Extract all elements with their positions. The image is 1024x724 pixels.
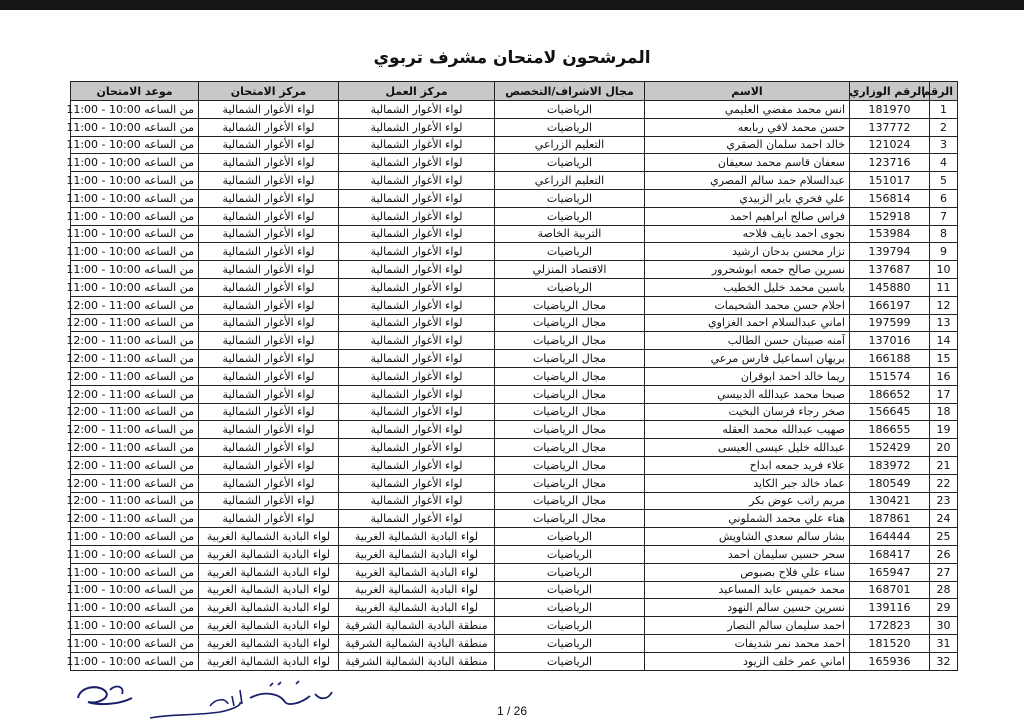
row-workplace: لواء الأغوار الشمالية (339, 154, 495, 172)
table-row (71, 385, 958, 403)
row-exam-time: من الساعه 10:00 - 11:00 (71, 225, 199, 243)
row-name: اماني عمر خلف الزيود (645, 652, 850, 670)
table-row (71, 581, 958, 599)
row-workplace: لواء الأغوار الشمالية (339, 278, 495, 296)
row-workplace: لواء البادية الشمالية الغربية (339, 599, 495, 617)
row-index: 26 (930, 545, 958, 563)
row-workplace: لواء الأغوار الشمالية (339, 172, 495, 190)
row-field: الاقتصاد المنزلي (495, 261, 645, 279)
row-name: سحر حسين سليمان احمد (645, 545, 850, 563)
row-workplace: لواء الأغوار الشمالية (339, 225, 495, 243)
table-row (71, 652, 958, 670)
row-national-id: 180549 (850, 474, 930, 492)
row-exam-time: من الساعه 10:00 - 11:00 (71, 599, 199, 617)
row-workplace: لواء البادية الشمالية الغربية (339, 563, 495, 581)
row-name: صهيب عبدالله محمد العقله (645, 421, 850, 439)
table-row (71, 599, 958, 617)
row-index: 21 (930, 456, 958, 474)
row-exam-time: من الساعه 10:00 - 11:00 (71, 101, 199, 119)
row-workplace: لواء الأغوار الشمالية (339, 118, 495, 136)
row-name: احمد محمد نمر شديفات (645, 634, 850, 652)
row-index: 30 (930, 617, 958, 635)
row-national-id: 152918 (850, 207, 930, 225)
row-index: 18 (930, 403, 958, 421)
row-exam-center: لواء الأغوار الشمالية (199, 350, 339, 368)
row-national-id: 183972 (850, 456, 930, 474)
row-national-id: 121024 (850, 136, 930, 154)
row-name: صبحا محمد عبدالله الدبيسي (645, 385, 850, 403)
row-field: الرياضيات (495, 101, 645, 119)
row-name: اماني عبدالسلام احمد الغزاوي (645, 314, 850, 332)
row-exam-time: من الساعه 10:00 - 11:00 (71, 528, 199, 546)
table-header-row (71, 82, 958, 101)
row-exam-time: من الساعه 10:00 - 11:00 (71, 207, 199, 225)
candidates-table (66, 81, 958, 671)
row-exam-center: لواء الأغوار الشمالية (199, 474, 339, 492)
row-index: 17 (930, 385, 958, 403)
header-national-id: الرقم الوزاري (850, 82, 930, 101)
row-exam-time: من الساعه 10:00 - 11:00 (71, 652, 199, 670)
row-field: الرياضيات (495, 617, 645, 635)
row-index: 19 (930, 421, 958, 439)
row-name: نسرين حسين سالم النهود (645, 599, 850, 617)
row-national-id: 137016 (850, 332, 930, 350)
row-exam-time: من الساعه 11:00 - 12:00 (71, 421, 199, 439)
row-national-id: 139794 (850, 243, 930, 261)
row-workplace: لواء الأغوار الشمالية (339, 456, 495, 474)
table-row (71, 172, 958, 190)
row-field: التعليم الزراعي (495, 136, 645, 154)
table-row (71, 332, 958, 350)
row-workplace: لواء الأغوار الشمالية (339, 367, 495, 385)
row-exam-center: لواء الأغوار الشمالية (199, 118, 339, 136)
row-name: فراس صالح ابراهيم احمد (645, 207, 850, 225)
row-index: 5 (930, 172, 958, 190)
row-exam-center: لواء الأغوار الشمالية (199, 136, 339, 154)
row-field: الرياضيات (495, 634, 645, 652)
row-national-id: 152429 (850, 439, 930, 457)
row-index: 14 (930, 332, 958, 350)
row-national-id: 197599 (850, 314, 930, 332)
row-index: 24 (930, 510, 958, 528)
row-exam-time: من الساعه 10:00 - 11:00 (71, 118, 199, 136)
row-field: الرياضيات (495, 599, 645, 617)
row-exam-time: من الساعه 10:00 - 11:00 (71, 154, 199, 172)
row-field: الرياضيات (495, 207, 645, 225)
row-name: آمنه صبيتان حسن الطالب (645, 332, 850, 350)
header-field: مجال الاشراف/التخصص (495, 82, 645, 101)
row-workplace: لواء الأغوار الشمالية (339, 207, 495, 225)
row-exam-time: من الساعه 11:00 - 12:00 (71, 385, 199, 403)
row-field: الرياضيات (495, 278, 645, 296)
row-field: الرياضيات (495, 528, 645, 546)
row-national-id: 137772 (850, 118, 930, 136)
row-index: 15 (930, 350, 958, 368)
row-national-id: 137687 (850, 261, 930, 279)
row-national-id: 153984 (850, 225, 930, 243)
row-name: هناء علي محمد الشملوني (645, 510, 850, 528)
row-index: 20 (930, 439, 958, 457)
row-field: مجال الرياضيات (495, 403, 645, 421)
row-name: علي فخري باير الزبيدي (645, 189, 850, 207)
table-row (71, 545, 958, 563)
row-national-id: 181970 (850, 101, 930, 119)
header-index: الرقم (930, 82, 958, 101)
row-national-id: 151017 (850, 172, 930, 190)
row-workplace: لواء الأغوار الشمالية (339, 474, 495, 492)
row-exam-center: لواء الأغوار الشمالية (199, 510, 339, 528)
row-national-id: 172823 (850, 617, 930, 635)
table-row (71, 296, 958, 314)
row-exam-time: من الساعه 10:00 - 11:00 (71, 545, 199, 563)
row-exam-time: من الساعه 11:00 - 12:00 (71, 403, 199, 421)
row-exam-center: لواء البادية الشمالية الغربية (199, 545, 339, 563)
row-name: احلام حسن محمد الشحيمات (645, 296, 850, 314)
row-index: 8 (930, 225, 958, 243)
row-field: الرياضيات (495, 581, 645, 599)
row-field: مجال الرياضيات (495, 492, 645, 510)
row-name: انس محمد مفضي العليمي (645, 101, 850, 119)
row-field: مجال الرياضيات (495, 510, 645, 528)
row-workplace: لواء الأغوار الشمالية (339, 189, 495, 207)
row-index: 29 (930, 599, 958, 617)
row-exam-center: لواء الأغوار الشمالية (199, 456, 339, 474)
row-name: علاء فريد جمعه ابداح (645, 456, 850, 474)
row-index: 6 (930, 189, 958, 207)
row-national-id: 130421 (850, 492, 930, 510)
row-national-id: 166188 (850, 350, 930, 368)
row-name: عبدالله خليل عيسى العيسى (645, 439, 850, 457)
row-workplace: لواء الأغوار الشمالية (339, 492, 495, 510)
row-exam-center: لواء الأغوار الشمالية (199, 278, 339, 296)
row-exam-center: لواء الأغوار الشمالية (199, 243, 339, 261)
row-exam-center: لواء الأغوار الشمالية (199, 403, 339, 421)
row-workplace: لواء الأغوار الشمالية (339, 350, 495, 368)
row-exam-time: من الساعه 11:00 - 12:00 (71, 492, 199, 510)
header-exam-time: موعد الامتحان (71, 82, 199, 101)
header-name: الاسم (645, 82, 850, 101)
table-row (71, 492, 958, 510)
row-workplace: لواء الأغوار الشمالية (339, 136, 495, 154)
row-workplace: لواء البادية الشمالية الغربية (339, 528, 495, 546)
row-name: محمد خميس عابد المساعيد (645, 581, 850, 599)
row-exam-center: لواء البادية الشمالية الغربية (199, 617, 339, 635)
row-name: سعفان قاسم محمد سعيفان (645, 154, 850, 172)
row-national-id: 164444 (850, 528, 930, 546)
row-name: نزار محسن بدحان ارشيد (645, 243, 850, 261)
row-name: مريم راتب عوض بكر (645, 492, 850, 510)
row-name: نسرين صالح جمعه ابوشحرور (645, 261, 850, 279)
row-index: 11 (930, 278, 958, 296)
row-national-id: 156814 (850, 189, 930, 207)
row-national-id: 156645 (850, 403, 930, 421)
row-name: صخر رجاء فرسان البخيت (645, 403, 850, 421)
row-national-id: 151574 (850, 367, 930, 385)
row-index: 22 (930, 474, 958, 492)
header-exam-center: مركز الامتحان (199, 82, 339, 101)
row-name: ريما خالد احمد ابوقران (645, 367, 850, 385)
row-field: مجال الرياضيات (495, 439, 645, 457)
row-field: الرياضيات (495, 154, 645, 172)
row-exam-center: لواء البادية الشمالية الغربية (199, 528, 339, 546)
row-workplace: لواء الأغوار الشمالية (339, 261, 495, 279)
row-exam-center: لواء البادية الشمالية الغربية (199, 599, 339, 617)
row-field: مجال الرياضيات (495, 314, 645, 332)
row-field: الرياضيات (495, 563, 645, 581)
row-field: الرياضيات (495, 189, 645, 207)
table-row (71, 154, 958, 172)
row-exam-center: لواء الأغوار الشمالية (199, 492, 339, 510)
row-exam-center: لواء البادية الشمالية الغربية (199, 563, 339, 581)
row-exam-time: من الساعه 10:00 - 11:00 (71, 634, 199, 652)
row-workplace: لواء الأغوار الشمالية (339, 243, 495, 261)
row-workplace: منطقة البادية الشمالية الشرقية (339, 652, 495, 670)
row-national-id: 186652 (850, 385, 930, 403)
header-workplace: مركز العمل (339, 82, 495, 101)
row-workplace: لواء الأغوار الشمالية (339, 439, 495, 457)
table-row (71, 101, 958, 119)
row-index: 23 (930, 492, 958, 510)
table-body (66, 101, 958, 671)
row-exam-center: لواء الأغوار الشمالية (199, 439, 339, 457)
row-name: ياسين محمد خليل الخطيب (645, 278, 850, 296)
row-index: 3 (930, 136, 958, 154)
page-number: 1 / 26 (496, 704, 528, 718)
row-exam-center: لواء البادية الشمالية الغربية (199, 652, 339, 670)
row-exam-center: لواء الأغوار الشمالية (199, 421, 339, 439)
row-name: بريهان اسماعيل فارس مرعي (645, 350, 850, 368)
row-national-id: 123716 (850, 154, 930, 172)
row-field: مجال الرياضيات (495, 367, 645, 385)
row-exam-center: لواء الأغوار الشمالية (199, 332, 339, 350)
row-workplace: لواء الأغوار الشمالية (339, 101, 495, 119)
row-national-id: 166197 (850, 296, 930, 314)
row-workplace: لواء الأغوار الشمالية (339, 314, 495, 332)
row-exam-time: من الساعه 10:00 - 11:00 (71, 563, 199, 581)
row-name: عبدالسلام حمد سالم المصري (645, 172, 850, 190)
row-workplace: لواء الأغوار الشمالية (339, 332, 495, 350)
row-field: الرياضيات (495, 118, 645, 136)
row-exam-time: من الساعه 11:00 - 12:00 (71, 332, 199, 350)
row-national-id: 165936 (850, 652, 930, 670)
row-exam-center: لواء الأغوار الشمالية (199, 296, 339, 314)
row-exam-time: من الساعه 10:00 - 11:00 (71, 261, 199, 279)
row-exam-time: من الساعه 10:00 - 11:00 (71, 617, 199, 635)
row-workplace: منطقة البادية الشمالية الشرقية (339, 617, 495, 635)
row-workplace: لواء الأغوار الشمالية (339, 403, 495, 421)
row-national-id: 186655 (850, 421, 930, 439)
row-exam-center: لواء الأغوار الشمالية (199, 261, 339, 279)
row-national-id: 165947 (850, 563, 930, 581)
row-index: 25 (930, 528, 958, 546)
row-exam-center: لواء الأغوار الشمالية (199, 189, 339, 207)
row-index: 7 (930, 207, 958, 225)
row-exam-time: من الساعه 11:00 - 12:00 (71, 350, 199, 368)
row-index: 10 (930, 261, 958, 279)
row-exam-time: من الساعه 11:00 - 12:00 (71, 456, 199, 474)
row-index: 31 (930, 634, 958, 652)
row-national-id: 145880 (850, 278, 930, 296)
row-exam-time: من الساعه 11:00 - 12:00 (71, 314, 199, 332)
table-row (71, 136, 958, 154)
table-row (71, 563, 958, 581)
row-exam-time: من الساعه 10:00 - 11:00 (71, 278, 199, 296)
row-exam-center: لواء الأغوار الشمالية (199, 225, 339, 243)
table-row (71, 225, 958, 243)
page-title: المرشحون لامتحان مشرف تربوي (373, 48, 651, 68)
row-exam-center: لواء الأغوار الشمالية (199, 314, 339, 332)
row-exam-center: لواء الأغوار الشمالية (199, 385, 339, 403)
row-exam-time: من الساعه 10:00 - 11:00 (71, 581, 199, 599)
row-exam-time: من الساعه 10:00 - 11:00 (71, 189, 199, 207)
table-row (71, 439, 958, 457)
row-exam-center: لواء الأغوار الشمالية (199, 367, 339, 385)
table-row (71, 118, 958, 136)
table-row (71, 456, 958, 474)
row-exam-center: لواء البادية الشمالية الغربية (199, 634, 339, 652)
row-national-id: 187861 (850, 510, 930, 528)
row-exam-time: من الساعه 11:00 - 12:00 (71, 367, 199, 385)
table-row (71, 261, 958, 279)
row-field: مجال الرياضيات (495, 474, 645, 492)
table-row (71, 189, 958, 207)
row-exam-time: من الساعه 11:00 - 12:00 (71, 439, 199, 457)
table-row (71, 278, 958, 296)
row-national-id: 168701 (850, 581, 930, 599)
row-exam-center: لواء البادية الشمالية الغربية (199, 581, 339, 599)
row-index: 32 (930, 652, 958, 670)
table-row (71, 243, 958, 261)
table-row (71, 207, 958, 225)
row-workplace: لواء الأغوار الشمالية (339, 421, 495, 439)
row-index: 28 (930, 581, 958, 599)
row-field: التربية الخاصة (495, 225, 645, 243)
row-exam-center: لواء الأغوار الشمالية (199, 154, 339, 172)
row-name: حسن محمد لافي ربابعه (645, 118, 850, 136)
row-workplace: لواء البادية الشمالية الغربية (339, 545, 495, 563)
row-workplace: منطقة البادية الشمالية الشرقية (339, 634, 495, 652)
table-row (71, 350, 958, 368)
row-field: التعليم الزراعي (495, 172, 645, 190)
table-row (71, 421, 958, 439)
row-workplace: لواء الأغوار الشمالية (339, 510, 495, 528)
row-name: نجوى احمد نايف فلاحه (645, 225, 850, 243)
row-field: الرياضيات (495, 652, 645, 670)
row-workplace: لواء البادية الشمالية الغربية (339, 581, 495, 599)
row-name: خالد احمد سلمان الصقري (645, 136, 850, 154)
row-national-id: 168417 (850, 545, 930, 563)
table-row (71, 367, 958, 385)
table-row (71, 510, 958, 528)
row-field: مجال الرياضيات (495, 421, 645, 439)
row-field: مجال الرياضيات (495, 296, 645, 314)
row-index: 27 (930, 563, 958, 581)
row-index: 2 (930, 118, 958, 136)
row-field: مجال الرياضيات (495, 385, 645, 403)
row-exam-time: من الساعه 11:00 - 12:00 (71, 474, 199, 492)
row-index: 9 (930, 243, 958, 261)
table-row (71, 634, 958, 652)
row-field: مجال الرياضيات (495, 332, 645, 350)
row-exam-time: من الساعه 10:00 - 11:00 (71, 136, 199, 154)
row-name: عماد خالد جبر الكايد (645, 474, 850, 492)
row-index: 13 (930, 314, 958, 332)
row-index: 12 (930, 296, 958, 314)
row-workplace: لواء الأغوار الشمالية (339, 296, 495, 314)
row-field: الرياضيات (495, 545, 645, 563)
row-index: 1 (930, 101, 958, 119)
row-national-id: 181520 (850, 634, 930, 652)
table-row (71, 403, 958, 421)
row-exam-time: من الساعه 10:00 - 11:00 (71, 172, 199, 190)
row-exam-time: من الساعه 11:00 - 12:00 (71, 296, 199, 314)
row-workplace: لواء الأغوار الشمالية (339, 385, 495, 403)
row-field: مجال الرياضيات (495, 456, 645, 474)
row-exam-center: لواء الأغوار الشمالية (199, 172, 339, 190)
row-exam-center: لواء الأغوار الشمالية (199, 207, 339, 225)
row-exam-center: لواء الأغوار الشمالية (199, 101, 339, 119)
row-exam-time: من الساعه 11:00 - 12:00 (71, 510, 199, 528)
row-name: احمد سليمان سالم النصار (645, 617, 850, 635)
row-name: سناء علي فلاح بصبوص (645, 563, 850, 581)
row-national-id: 139116 (850, 599, 930, 617)
scan-top-border (0, 0, 1024, 10)
row-field: الرياضيات (495, 243, 645, 261)
row-index: 4 (930, 154, 958, 172)
row-index: 16 (930, 367, 958, 385)
table-row (71, 528, 958, 546)
row-name: بشار سالم سعدي الشاويش (645, 528, 850, 546)
table-row (71, 314, 958, 332)
row-field: مجال الرياضيات (495, 350, 645, 368)
table-row (71, 617, 958, 635)
table-row (71, 474, 958, 492)
row-exam-time: من الساعه 10:00 - 11:00 (71, 243, 199, 261)
